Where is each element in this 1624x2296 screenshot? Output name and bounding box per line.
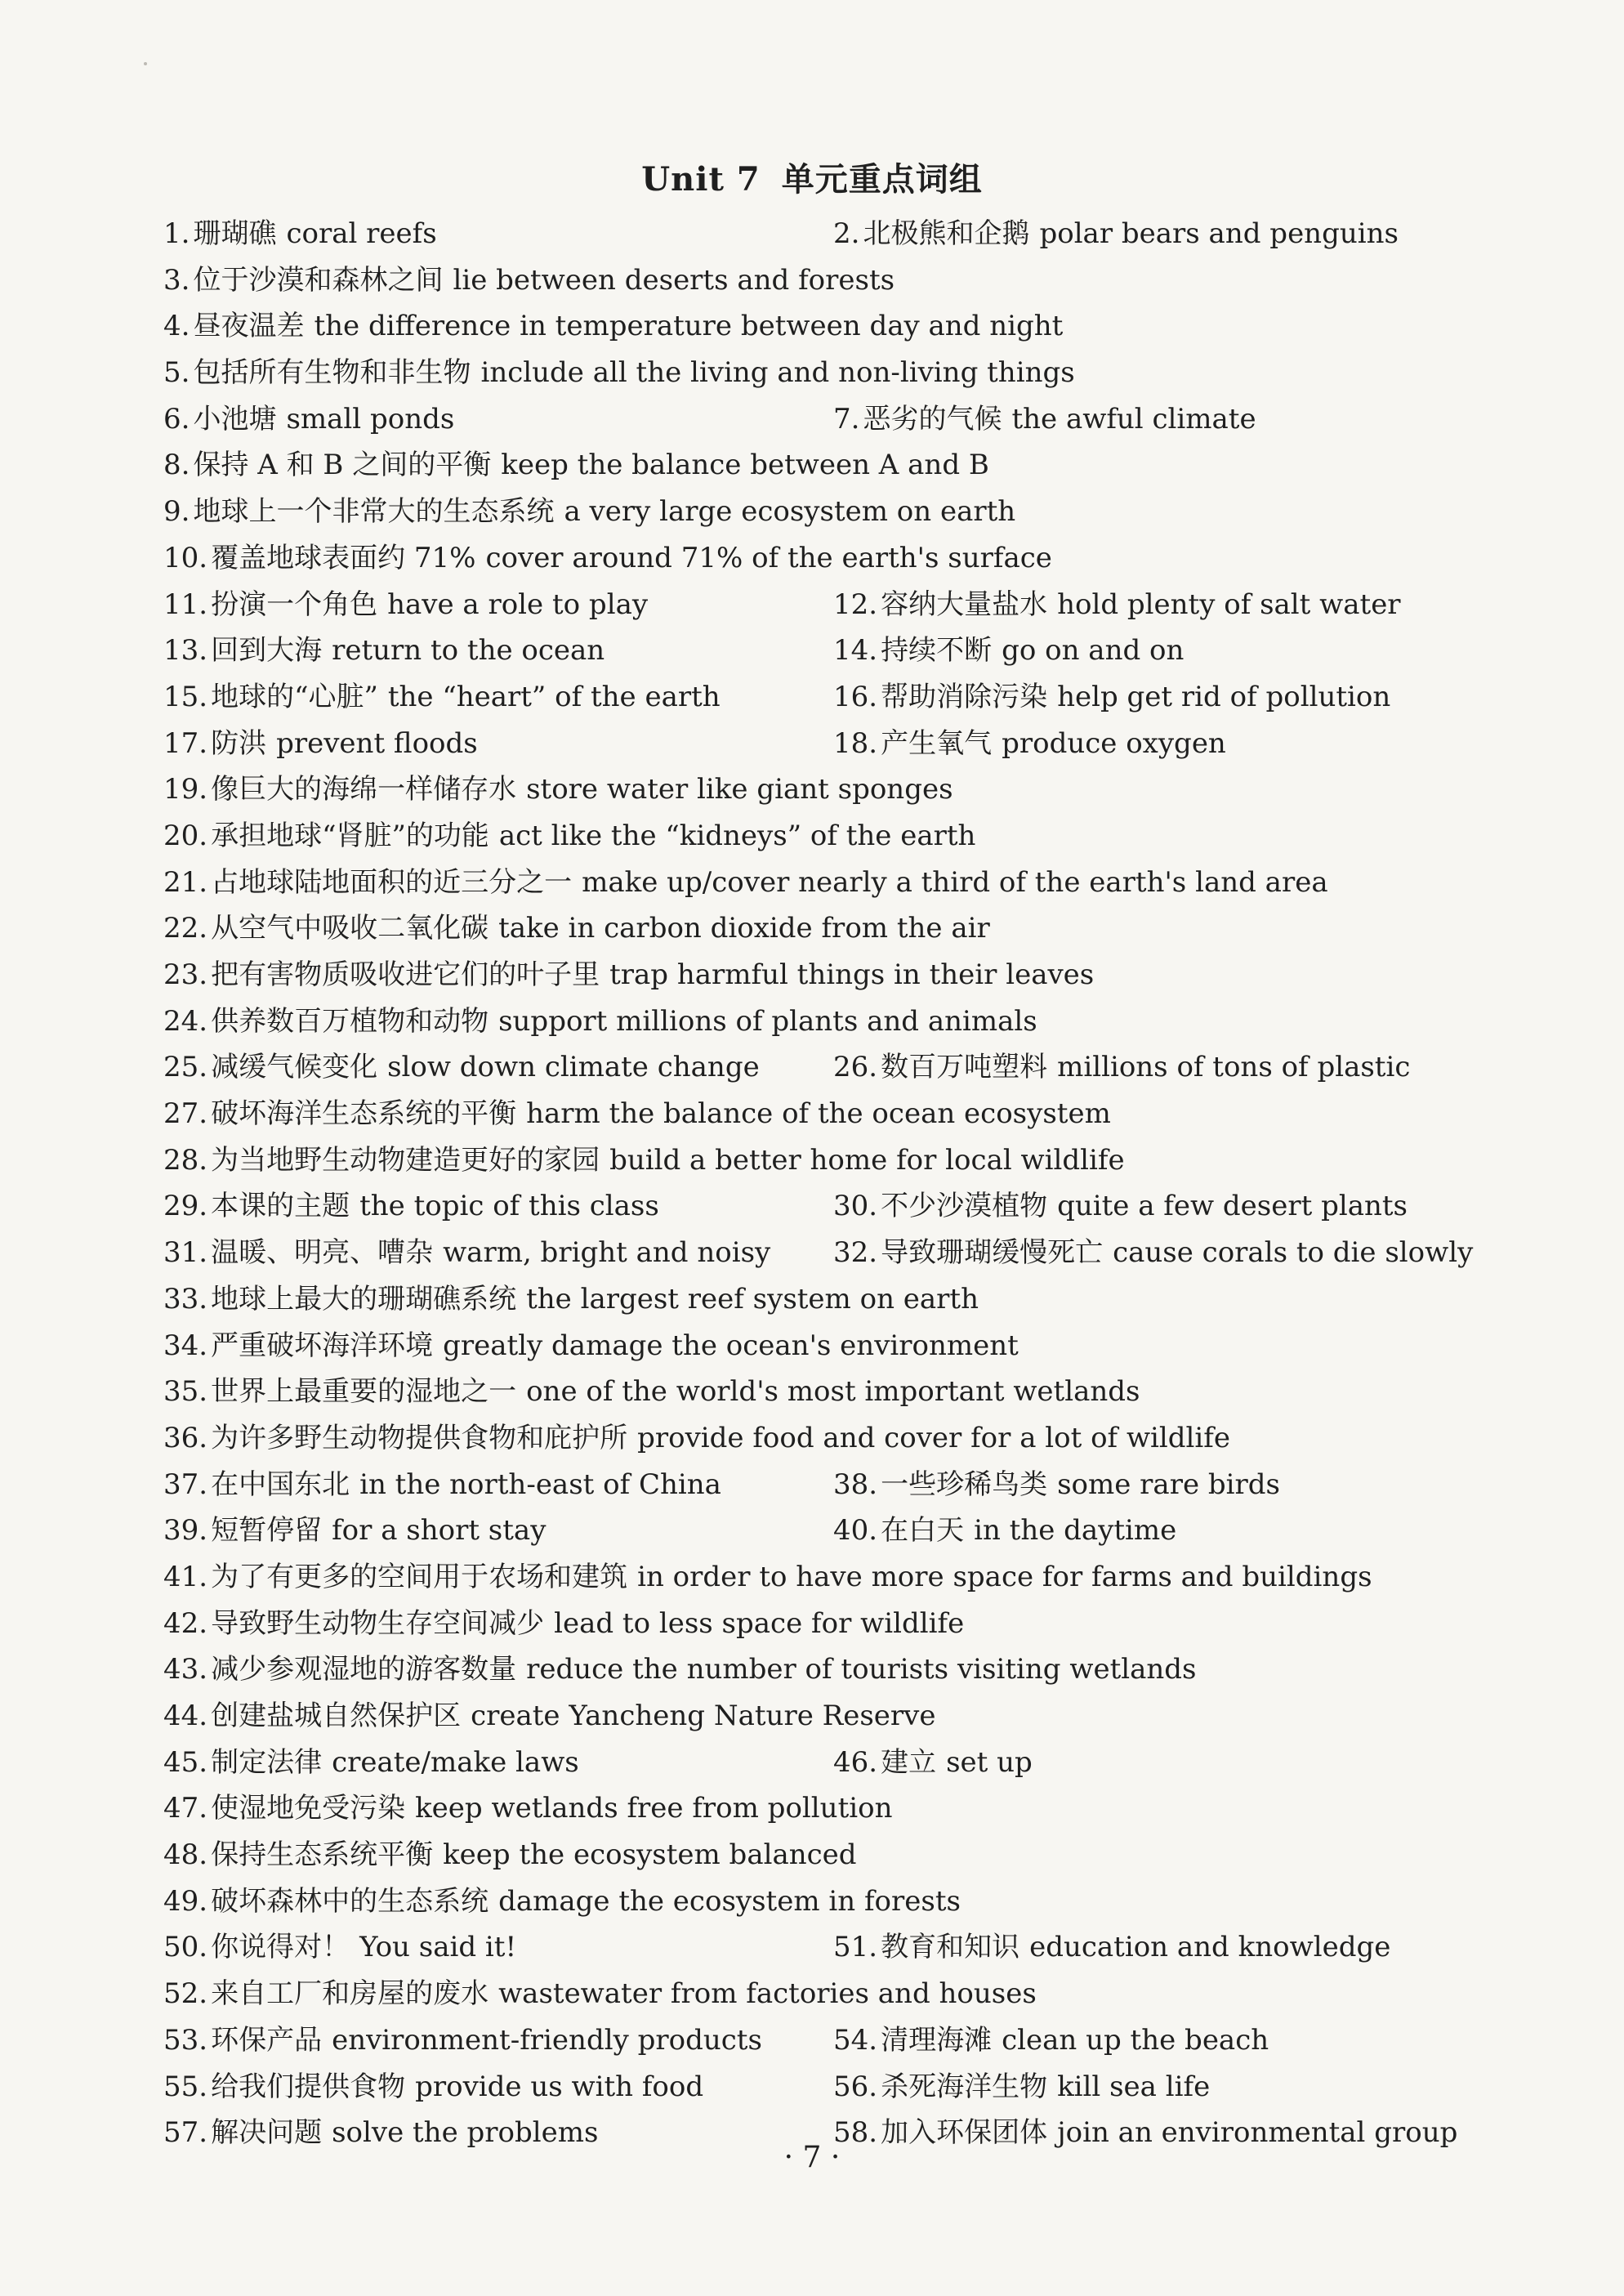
phrase-item <box>163 952 1094 998</box>
phrase-english: act like the “kidneys” of the earth <box>498 819 976 852</box>
phrase-number: 46. <box>833 1745 878 1779</box>
phrase-item <box>163 1183 659 1230</box>
phrase-english: wastewater from factories and houses <box>498 1977 1037 2011</box>
phrase-number: 17. <box>163 726 208 760</box>
phrase-chinese: 供养数百万植物和动物 <box>211 1004 489 1038</box>
phrase-english: lie between deserts and forests <box>453 263 895 297</box>
phrase-row <box>163 766 1552 813</box>
phrase-number: 33. <box>163 1282 208 1316</box>
phrase-number: 28. <box>163 1143 208 1177</box>
phrase-item <box>163 1740 579 1786</box>
phrase-item <box>163 2064 703 2111</box>
phrase-row <box>163 1785 1552 1832</box>
phrase-chinese: 容纳大量盐水 <box>881 587 1048 621</box>
phrase-number: 35. <box>163 1375 208 1409</box>
phrase-number: 3. <box>163 263 190 297</box>
phrase-english: keep the ecosystem balanced <box>443 1838 857 1872</box>
phrase-chinese: 不少沙漠植物 <box>881 1190 1048 1223</box>
phrase-chinese: 地球的“心脏” <box>211 680 378 713</box>
phrase-english: set up <box>946 1745 1033 1779</box>
phrase-english: slow down climate change <box>387 1051 760 1084</box>
phrase-english: the largest reef system on earth <box>526 1282 979 1316</box>
phrase-english: trap harmful things in their leaves <box>609 958 1095 991</box>
phrase-chinese: 创建盐城自然保护区 <box>211 1700 462 1732</box>
phrase-row <box>163 257 1552 304</box>
phrase-number: 22. <box>163 912 208 945</box>
phrase-item <box>163 1091 1111 1137</box>
phrase-number: 27. <box>163 1097 208 1131</box>
phrase-item <box>163 1878 961 1925</box>
phrase-row <box>163 905 1552 952</box>
phrase-english: solve the problems <box>332 2116 599 2150</box>
phrase-chinese: 本课的主题 <box>211 1190 350 1223</box>
phrase-row <box>163 1183 1552 1230</box>
phrase-english: store water like giant sponges <box>526 773 953 806</box>
phrase-english: support millions of plants and animals <box>498 1004 1037 1038</box>
phrase-chinese: 在白天 <box>881 1514 965 1548</box>
phrase-number: 14. <box>833 634 878 668</box>
phrase-chinese: 产生氧气 <box>881 726 993 760</box>
phrase-item <box>163 1276 979 1323</box>
phrase-english: join an environmental group <box>1057 2116 1458 2150</box>
phrase-chinese: 解决问题 <box>211 2116 323 2150</box>
phrase-english: warm, bright and noisy <box>443 1236 771 1270</box>
phrase-number: 6. <box>163 402 190 436</box>
phrase-chinese: 给我们提供食物 <box>211 2070 406 2103</box>
phrase-number: 34. <box>163 1329 208 1362</box>
phrase-english: harm the balance of the ocean ecosystem <box>526 1097 1111 1131</box>
phrase-chinese: 包括所有生物和非生物 <box>193 356 471 390</box>
phrase-item <box>163 674 721 721</box>
phrase-item <box>163 396 454 443</box>
phrase-row <box>163 1554 1552 1601</box>
phrase-chinese: 为了有更多的空间用于农场和建筑 <box>211 1560 628 1593</box>
phrase-chinese: 保持 A 和 B 之间的平衡 <box>193 449 492 482</box>
phrase-item <box>833 396 1256 443</box>
phrase-chinese: 环保产品 <box>211 2023 323 2057</box>
phrase-number: 55. <box>163 2070 208 2103</box>
phrase-item <box>833 628 1184 674</box>
phrase-row <box>163 582 1552 628</box>
phrase-english: cause corals to die slowly <box>1113 1236 1474 1270</box>
phrase-number: 51. <box>833 1931 878 1964</box>
phrase-english: some rare birds <box>1057 1467 1280 1501</box>
phrase-number: 44. <box>163 1700 208 1732</box>
phrase-chinese: 导致野生动物生存空间减少 <box>211 1606 545 1640</box>
phrase-item <box>163 1971 1037 2017</box>
phrase-english: for a short stay <box>332 1514 547 1548</box>
phrase-chinese: 帮助消除污染 <box>881 680 1048 713</box>
phrase-row <box>163 1230 1552 1276</box>
phrase-chinese: 扮演一个角色 <box>211 587 378 621</box>
phrase-item <box>163 1137 1125 1184</box>
phrase-chinese: 减少参观湿地的游客数量 <box>211 1653 517 1686</box>
phrase-chinese: 减缓气候变化 <box>211 1051 378 1084</box>
phrase-number: 29. <box>163 1190 208 1223</box>
phrase-number: 42. <box>163 1606 208 1640</box>
phrase-item <box>163 442 989 489</box>
phrase-number: 4. <box>163 310 190 343</box>
unit-title: 单元重点词组 <box>781 160 983 199</box>
phrase-number: 54. <box>833 2023 878 2057</box>
phrase-row <box>163 1044 1552 1091</box>
phrase-english: kill sea life <box>1057 2070 1211 2103</box>
phrase-row <box>163 1415 1552 1462</box>
phrase-chinese: 把有害物质吸收进它们的叶子里 <box>211 958 600 991</box>
phrase-number: 57. <box>163 2116 208 2150</box>
phrase-chinese: 保持生态系统平衡 <box>211 1838 434 1872</box>
phrase-number: 41. <box>163 1560 208 1593</box>
phrase-chinese: 温暖、明亮、嘈杂 <box>211 1236 434 1270</box>
phrase-number: 36. <box>163 1421 208 1454</box>
scan-speck <box>144 62 147 65</box>
phrase-number: 1. <box>163 217 190 250</box>
phrase-item <box>833 1044 1410 1091</box>
page-number: · 7 · <box>783 2141 841 2174</box>
phrase-item <box>833 2064 1210 2111</box>
phrase-english: keep wetlands free from pollution <box>415 1792 893 1825</box>
phrase-item <box>833 1462 1280 1508</box>
phrase-chinese: 来自工厂和房屋的废水 <box>211 1977 489 2011</box>
phrase-number: 8. <box>163 449 190 482</box>
phrase-number: 43. <box>163 1653 208 1686</box>
phrase-chinese: 为当地野生动物建造更好的家园 <box>211 1143 600 1177</box>
phrase-item <box>833 2017 1269 2064</box>
phrase-row <box>163 535 1552 582</box>
phrase-chinese: 制定法律 <box>211 1745 323 1779</box>
phrase-english: the “heart” of the earth <box>387 680 721 713</box>
phrase-english: the difference in temperature between day and night <box>314 310 1064 343</box>
phrase-english: make up/cover nearly a third of the earth's land area <box>582 865 1328 899</box>
phrase-number: 32. <box>833 1236 878 1270</box>
phrase-item <box>833 1508 1176 1554</box>
phrase-chinese: 在中国东北 <box>211 1467 350 1501</box>
phrase-chinese: 地球上最大的珊瑚礁系统 <box>211 1282 517 1316</box>
phrase-english: in order to have more space for farms and buildings <box>637 1560 1372 1593</box>
phrase-row <box>163 1646 1552 1693</box>
phrase-row <box>163 952 1552 998</box>
phrase-number: 23. <box>163 958 208 991</box>
phrase-chinese: 杀死海洋生物 <box>881 2070 1048 2103</box>
phrase-chinese: 使湿地免受污染 <box>211 1792 406 1825</box>
phrase-item <box>163 582 648 628</box>
phrase-list <box>163 211 1552 2156</box>
phrase-english: in the north-east of China <box>359 1467 721 1501</box>
phrase-english: provide us with food <box>415 2070 704 2103</box>
phrase-chinese: 数百万吨塑料 <box>881 1051 1048 1084</box>
phrase-item <box>163 998 1037 1045</box>
page-title <box>0 154 1624 200</box>
phrase-number: 39. <box>163 1514 208 1548</box>
phrase-row <box>163 813 1552 860</box>
phrase-number: 56. <box>833 2070 878 2103</box>
phrase-number: 16. <box>833 680 878 713</box>
phrase-english: clean up the beach <box>1002 2023 1269 2057</box>
phrase-row <box>163 1971 1552 2017</box>
phrase-row <box>163 1508 1552 1554</box>
phrase-number: 19. <box>163 773 208 806</box>
phrase-item <box>163 766 953 813</box>
phrase-row <box>163 1601 1552 1647</box>
phrase-number: 2. <box>833 217 860 250</box>
phrase-chinese: 一些珍稀鸟类 <box>881 1467 1048 1501</box>
phrase-english: polar bears and penguins <box>1039 217 1399 250</box>
phrase-item <box>163 860 1328 906</box>
phrase-chinese: 加入环保团体 <box>881 2116 1048 2150</box>
phrase-english: prevent floods <box>276 726 478 760</box>
phrase-item <box>833 1924 1390 1971</box>
phrase-chinese: 位于沙漠和森林之间 <box>193 263 444 297</box>
phrase-item <box>163 1462 721 1508</box>
phrase-item <box>163 1924 516 1971</box>
phrase-item <box>163 1646 1197 1693</box>
phrase-number: 15. <box>163 680 208 713</box>
phrase-number: 37. <box>163 1467 208 1501</box>
phrase-english: the topic of this class <box>359 1190 659 1223</box>
phrase-item <box>833 1740 1033 1786</box>
phrase-english: in the daytime <box>974 1514 1177 1548</box>
phrase-row <box>163 396 1552 443</box>
phrase-item <box>163 1508 546 1554</box>
phrase-english: one of the world's most important wetlands <box>526 1375 1140 1409</box>
phrase-english: help get rid of pollution <box>1057 680 1391 713</box>
phrase-english: damage the ecosystem in forests <box>498 1884 961 1918</box>
phrase-number: 5. <box>163 356 190 390</box>
phrase-chinese: 破坏森林中的生态系统 <box>211 1884 489 1918</box>
phrase-number: 45. <box>163 1745 208 1779</box>
phrase-chinese: 北极熊和企鹅 <box>863 217 1030 250</box>
phrase-row <box>163 1924 1552 1971</box>
phrase-item <box>163 257 895 304</box>
phrase-english: provide food and cover for a lot of wildlife <box>637 1421 1231 1454</box>
phrase-row <box>163 489 1552 535</box>
phrase-item <box>163 1785 892 1832</box>
phrase-chinese: 覆盖地球表面约 71% <box>211 541 476 574</box>
phrase-item <box>833 211 1399 257</box>
phrase-english: hold plenty of salt water <box>1057 587 1401 621</box>
phrase-english: environment-friendly products <box>332 2023 762 2057</box>
phrase-english: greatly damage the ocean's environment <box>443 1329 1019 1362</box>
phrase-row <box>163 350 1552 396</box>
phrase-row <box>163 628 1552 674</box>
phrase-english: include all the living and non-living things <box>480 356 1075 390</box>
phrase-english: reduce the number of tourists visiting wetlands <box>526 1653 1197 1686</box>
phrase-item <box>163 1369 1140 1415</box>
phrase-item <box>163 1044 760 1091</box>
phrase-item <box>163 350 1075 396</box>
phrase-row <box>163 860 1552 906</box>
phrase-chinese: 短暂停留 <box>211 1514 323 1548</box>
phrase-number: 49. <box>163 1884 208 1918</box>
phrase-row <box>163 1091 1552 1137</box>
phrase-english: quite a few desert plants <box>1057 1190 1408 1223</box>
phrase-item <box>833 582 1401 628</box>
phrase-english: return to the ocean <box>332 634 605 668</box>
phrase-chinese: 建立 <box>881 1745 937 1779</box>
phrase-number: 26. <box>833 1051 878 1084</box>
phrase-chinese: 清理海滩 <box>881 2023 993 2057</box>
phrase-english: the awful climate <box>1011 402 1256 436</box>
phrase-item <box>163 1693 936 1740</box>
phrase-item <box>163 1323 1019 1369</box>
phrase-number: 18. <box>833 726 878 760</box>
phrase-chinese: 导致珊瑚缓慢死亡 <box>881 1236 1104 1270</box>
phrase-number: 9. <box>163 495 190 529</box>
phrase-number: 40. <box>833 1514 878 1548</box>
phrase-item <box>163 1230 770 1276</box>
phrase-english: produce oxygen <box>1002 726 1226 760</box>
phrase-row <box>163 2064 1552 2111</box>
phrase-chinese: 防洪 <box>211 726 267 760</box>
phrase-number: 7. <box>833 402 860 436</box>
phrase-chinese: 小池塘 <box>193 402 277 436</box>
phrase-chinese: 从空气中吸收二氧化碳 <box>211 912 489 945</box>
phrase-number: 52. <box>163 1977 208 2011</box>
phrase-row <box>163 1462 1552 1508</box>
phrase-chinese: 恶劣的气候 <box>863 402 1002 436</box>
phrase-english: take in carbon dioxide from the air <box>498 912 990 945</box>
phrase-row <box>163 721 1552 767</box>
phrase-item <box>163 721 478 767</box>
phrase-english: You said it! <box>359 1931 517 1964</box>
phrase-row <box>163 998 1552 1045</box>
phrase-english: a very large ecosystem on earth <box>564 495 1016 529</box>
phrase-item <box>833 1183 1408 1230</box>
phrase-number: 31. <box>163 1236 208 1270</box>
phrase-item <box>163 489 1015 535</box>
phrase-number: 13. <box>163 634 208 668</box>
phrase-item <box>163 2017 762 2064</box>
phrase-english: keep the balance between A and B <box>501 449 989 482</box>
phrase-english: build a better home for local wildlife <box>609 1143 1125 1177</box>
phrase-item <box>163 1554 1372 1601</box>
phrase-number: 20. <box>163 819 208 852</box>
phrase-chinese: 你说得对！ <box>211 1931 350 1964</box>
phrase-chinese: 回到大海 <box>211 634 323 668</box>
phrase-item <box>163 211 437 257</box>
phrase-item <box>163 1601 964 1647</box>
phrase-row <box>163 1276 1552 1323</box>
phrase-number: 21. <box>163 865 208 899</box>
phrase-row <box>163 303 1552 350</box>
phrase-chinese: 严重破坏海洋环境 <box>211 1329 434 1362</box>
phrase-item <box>163 905 990 952</box>
phrase-item <box>163 1832 857 1878</box>
phrase-row <box>163 1137 1552 1184</box>
phrase-english: education and knowledge <box>1029 1931 1391 1964</box>
phrase-number: 25. <box>163 1051 208 1084</box>
phrase-english: coral reefs <box>286 217 437 250</box>
phrase-english: millions of tons of plastic <box>1057 1051 1411 1084</box>
phrase-item <box>833 674 1390 721</box>
phrase-chinese: 为许多野生动物提供食物和庇护所 <box>211 1421 628 1454</box>
phrase-row <box>163 442 1552 489</box>
phrase-english: create Yancheng Nature Reserve <box>471 1700 936 1732</box>
phrase-row <box>163 1740 1552 1786</box>
phrase-row <box>163 674 1552 721</box>
phrase-chinese: 珊瑚礁 <box>193 217 277 250</box>
phrase-chinese: 像巨大的海绵一样储存水 <box>211 773 517 806</box>
phrase-english: create/make laws <box>332 1745 579 1779</box>
phrase-row <box>163 1369 1552 1415</box>
phrase-english: have a role to play <box>387 587 649 621</box>
phrase-row <box>163 211 1552 257</box>
phrase-item <box>163 535 1052 582</box>
phrase-number: 47. <box>163 1792 208 1825</box>
phrase-number: 10. <box>163 541 208 574</box>
phrase-chinese: 地球上一个非常大的生态系统 <box>193 495 555 529</box>
phrase-chinese: 教育和知识 <box>881 1931 1020 1964</box>
phrase-chinese: 持续不断 <box>881 634 993 668</box>
phrase-chinese: 昼夜温差 <box>193 310 305 343</box>
phrase-row <box>163 2017 1552 2064</box>
phrase-number: 53. <box>163 2023 208 2057</box>
phrase-number: 11. <box>163 587 208 621</box>
phrase-row <box>163 1323 1552 1369</box>
phrase-number: 58. <box>833 2116 878 2150</box>
phrase-chinese: 承担地球“肾脏”的功能 <box>211 819 489 852</box>
phrase-english: lead to less space for wildlife <box>554 1606 965 1640</box>
phrase-item <box>833 721 1226 767</box>
phrase-number: 24. <box>163 1004 208 1038</box>
phrase-item <box>163 1415 1230 1462</box>
phrase-english: small ponds <box>286 402 455 436</box>
phrase-item <box>163 628 605 674</box>
phrase-english: cover around 71% of the earth's surface <box>485 541 1052 574</box>
phrase-number: 38. <box>833 1467 878 1501</box>
phrase-number: 48. <box>163 1838 208 1872</box>
phrase-number: 12. <box>833 587 878 621</box>
phrase-item <box>163 303 1063 350</box>
phrase-row <box>163 1832 1552 1878</box>
unit-label: Unit 7 <box>641 160 761 199</box>
phrase-item <box>163 813 975 860</box>
phrase-row <box>163 1878 1552 1925</box>
phrase-number: 50. <box>163 1931 208 1964</box>
phrase-row <box>163 1693 1552 1740</box>
phrase-chinese: 占地球陆地面积的近三分之一 <box>211 865 573 899</box>
phrase-chinese: 世界上最重要的湿地之一 <box>211 1375 517 1409</box>
phrase-item <box>833 1230 1473 1276</box>
phrase-chinese: 破坏海洋生态系统的平衡 <box>211 1097 517 1131</box>
phrase-english: go on and on <box>1002 634 1185 668</box>
phrase-number: 30. <box>833 1190 878 1223</box>
